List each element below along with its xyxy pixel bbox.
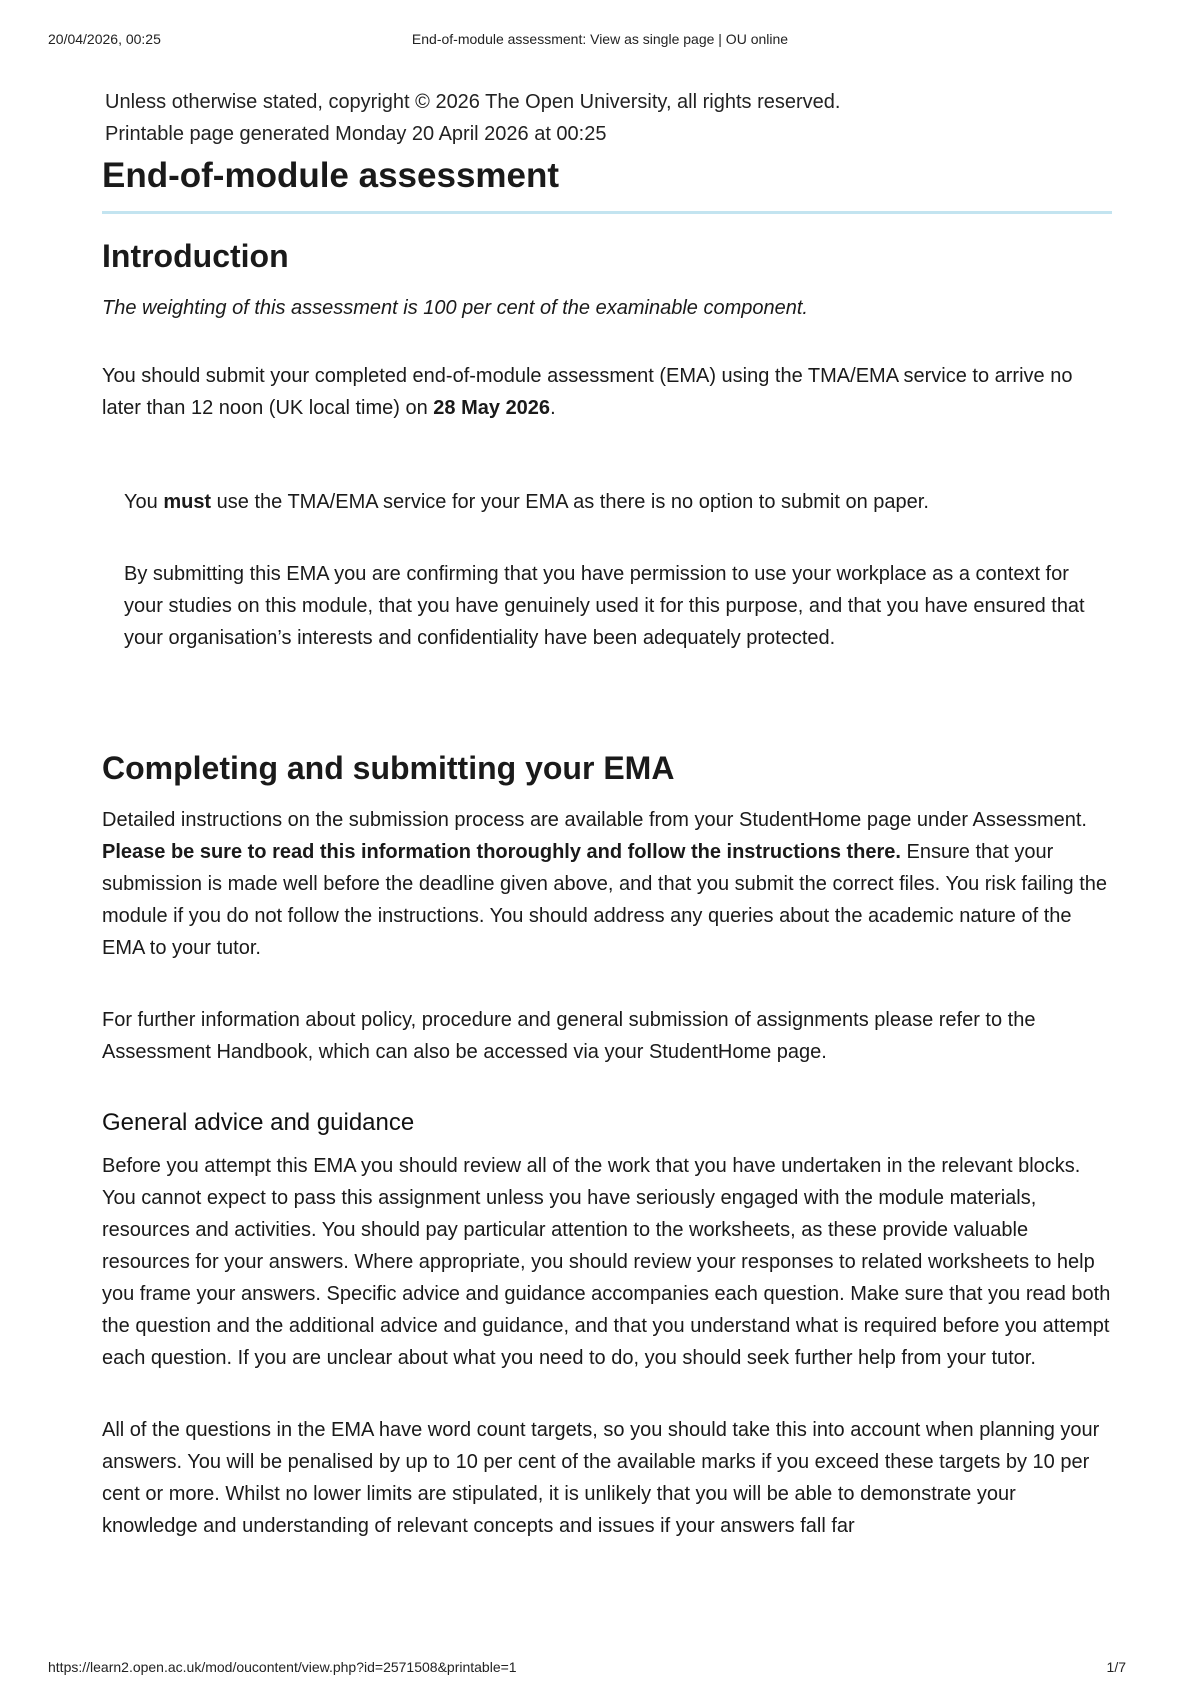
intro-heading: Introduction: [102, 238, 289, 274]
print-footer: [48, 1659, 1152, 1677]
further-info-text: For further information about policy, procedure and general submission of assignments please refer to the Assessment Handbook, which can also be accessed via your StudentHome page.: [102, 1009, 1036, 1063]
confirmation-text: By submitting this EMA you are confirming that you have permission to use your workplace as a context for your studies on this module, that you have genuinely used it for this purpose, and that you have ensured that your organisation’s interests and confidentiality have been adequately protected.: [124, 563, 1085, 649]
instructions-emphasis: Please be sure to read this information thoroughly and follow the instructions there.: [102, 841, 901, 863]
weighting-text: The weighting of this assessment is 100 per cent of the examinable component.: [102, 297, 808, 319]
must-use-service-text: [102, 486, 1112, 518]
print-date: 20/04/2026, 00:25: [48, 31, 161, 47]
instructions-pre: Detailed instructions on the submission process are available from your StudentHome page under Assessment.: [102, 809, 1087, 831]
must-text-post: use the TMA/EMA service for your EMA as there is no option to submit on paper.: [211, 491, 929, 513]
must-emphasis: must: [163, 491, 212, 513]
copyright-notice: Unless otherwise stated, copyright © 2026 The Open University, all rights reserved.: [105, 91, 841, 113]
print-header: [48, 31, 1152, 49]
deadline-date: 28 May 2026: [433, 397, 551, 419]
submit-deadline-text: [102, 360, 1112, 424]
completing-heading: Completing and submitting your EMA: [102, 750, 675, 786]
instructions-post: Ensure that your submission is made well before the deadline given above, and that you submit the correct files. You risk failing the module if you do not follow the instructions. You should address any queries about the academic nature of the EMA to your tutor.: [102, 841, 1108, 959]
advice-text: Before you attempt this EMA you should review all of the work that you have undertaken in the relevant blocks. You cannot expect to pass this assignment unless you have seriously engaged with the module materials, resources and activities. You should pay particular attention to the worksheets, as these provide valuable resources for your answers. Where appropriate, you should review your responses to related worksheets to help you frame your answers. Specific advice and guidance accompanies each question. Make sure that you read both the question and the additional advice and guidance, and that you understand what is required before you attempt each question. If you are unclear about what you need to do, you should seek further help from your tutor.: [102, 1155, 1111, 1369]
submit-text-end: .: [550, 397, 556, 419]
page-count: 1/7: [1106, 1659, 1126, 1675]
word-count-text: All of the questions in the EMA have word count targets, so you should take this into account when planning your answers. You will be penalised by up to 10 per cent of the available marks if you exceed these targets by 10 per cent or more. Whilst no lower limits are stipulated, it is unlikely that you will be able to demonstrate your knowledge and understanding of relevant concepts and issues if your answers fall far: [102, 1419, 1100, 1537]
print-url: https://learn2.open.ac.uk/mod/oucontent/view.php?id=2571508&printable=1: [48, 1659, 517, 1675]
print-page-title: End-of-module assessment: View as single page | OU online: [411, 31, 789, 47]
must-text-pre: You: [124, 491, 164, 513]
submit-text: You should submit your completed end-of-module assessment (EMA) using the TMA/EMA service to arrive no later than 12 noon (UK local time) on: [102, 365, 1073, 419]
page-title: End-of-module assessment: [102, 154, 1112, 214]
generated-notice: Printable page generated Monday 20 April 2026 at 00:25: [105, 123, 607, 145]
instructions-text: [102, 804, 1112, 964]
page-content: [102, 86, 1112, 1542]
advice-heading: General advice and guidance: [102, 1109, 415, 1136]
